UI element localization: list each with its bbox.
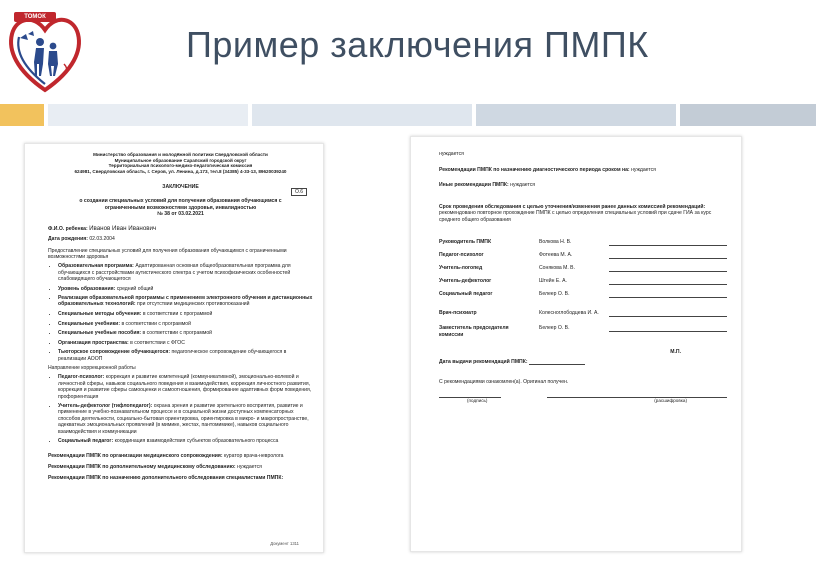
recommendation-line: Рекомендации ПМПК по назначению дополнительного обследования специалистами ПМПК:: [48, 475, 284, 482]
item-label: Реализация образовательной программы с применением электронного обучения и дистанционных образовательных технологий:: [58, 295, 313, 308]
doc-header-line: Министерство образования и молодёжной политики Свердловской области: [93, 152, 268, 157]
list-item: [58, 295, 313, 308]
doc-header-line: Муниципальное образование Сарапский городской округ: [114, 157, 247, 163]
stamp-place: М.П.: [670, 349, 681, 356]
signature-line: [609, 325, 727, 332]
correction-heading: Направление коррекционной работы: [48, 365, 136, 372]
list-item: [58, 330, 313, 336]
sig-name: Белеер О. В.: [539, 325, 570, 332]
item-text: охрана зрения и развитие зрительного восприятия, развитие и применение в учебно-познавательном процессе и в социальной жизни доступных компенсаторных способов деятельности, социально-бытовая ориентировка, ориентировка в микро- и макропространстве, адекватных эмоциональных проявлений (в мимике, жестах, пантомимике), навыков социального взаимодействия и коммуникации: [58, 403, 309, 435]
list-item: [58, 340, 313, 346]
signature-row: [439, 278, 727, 291]
band-segment: [680, 104, 816, 126]
item-label: Тьюторское сопровождение обучающегося:: [58, 349, 171, 356]
ack-text: С рекомендациями ознакомлен(а). Оригинал получен.: [439, 378, 569, 385]
sig-role: Учитель-логопед: [439, 265, 483, 272]
item-label: Учитель-дефектолог (тифлопедагог):: [58, 403, 153, 410]
doc-header-line: Территориальная психолого-медико-педагогическая комиссия: [108, 163, 253, 168]
signature-line: [609, 310, 727, 317]
list-item: [58, 263, 313, 282]
item-label: Уровень образования:: [58, 285, 116, 292]
item-text: координация взаимодействия субъектов образовательного процесса: [114, 438, 279, 445]
item-text: при отсутствии медицинских противопоказаний: [136, 301, 250, 308]
logo: [6, 4, 84, 100]
fio-value: Иванов Иван Иванович: [89, 225, 157, 233]
sig-name: Фотеева М. А.: [539, 252, 573, 259]
logo-label: ТОМОК: [14, 12, 56, 22]
band-segment: [476, 104, 676, 126]
footer-stamp: Документ 1311: [270, 540, 299, 546]
doc-header-line: 624981, Свердловская область, г. Серов, ул. Ленина, д.173, тел.8 (34385) 4-33-13, 89620039240: [74, 168, 287, 174]
correction-list: [48, 374, 313, 444]
doc-subject: о создании специальных условий для получения образования обучающимся с ограниченными возможностями здоровья, инвалидностью: [79, 198, 282, 211]
item-label: Педагог-психолог:: [58, 374, 105, 381]
signature-line: [609, 291, 727, 298]
decorative-band: [0, 104, 816, 126]
band-segment-accent: [0, 104, 44, 126]
item-label: Специальные учебники:: [58, 320, 121, 327]
list-item: [58, 403, 313, 435]
item-label: Социальный педагог:: [58, 438, 114, 445]
list-item: [58, 374, 313, 399]
sig-name: Штейн Е. А.: [539, 278, 567, 285]
sig-role: Врач-психиатр: [439, 310, 477, 317]
signature-line: [609, 252, 727, 259]
list-item: [58, 438, 313, 444]
decode-line: [547, 397, 727, 398]
band-segment: [48, 104, 248, 126]
birth-label: Дата рождения:: [48, 236, 88, 243]
signature-row: [439, 252, 727, 265]
intro-text: Предоставление специальных условий для получения образования обучающимся с ограниченными возможностями здоровья: [48, 247, 287, 260]
recommendation-line: Рекомендации ПМПК по организации медицинского сопровождения: куратор врача-невролога: [48, 452, 284, 459]
decode-caption: (расшифровка): [654, 398, 687, 404]
item-label: Специальные учебные пособия:: [58, 330, 142, 337]
sig-role: Заместитель председателя комиссии: [439, 325, 509, 338]
sig-name: Волкова Н. В.: [539, 239, 572, 246]
doc-number: № 38 от 03.02.2021: [157, 211, 204, 218]
band-segment: [252, 104, 472, 126]
sig-name: Белеер О. В.: [539, 291, 570, 298]
top-text: нуждается: [439, 151, 464, 157]
conditions-list: [48, 263, 313, 362]
sig-role: Учитель-дефектолог: [439, 278, 492, 285]
term-line: Срок проведения обследования с целью уточнения/изменения ранее данных комиссией рекомендаций: рекомендовано повторное прохождение ПМПК с целью определения специальных условий при сдаче ГИА за курс среднего общего образования: [439, 204, 712, 223]
item-text: педагогическое сопровождение обучающегося в реализации АООП: [58, 349, 287, 362]
item-text: Адаптированная основная общеобразовательная программа для обучающихся с расстройствами аутистического спектра с учетом психофизических особенностей слабовидящего обучающегося: [58, 263, 291, 282]
list-item: [58, 311, 313, 317]
item-label: Специальные методы обучения:: [58, 310, 142, 317]
sig-name: Сонякова М. В.: [539, 265, 575, 272]
signature-row: [439, 291, 727, 304]
sig-name: Колесноглободцева И. А.: [539, 310, 599, 317]
form-code: О.6: [291, 188, 307, 196]
slide-title: Пример заключения ПМПК: [186, 24, 649, 65]
sign-caption: (подпись): [467, 398, 488, 404]
item-text: в соответствии с ФГОС: [130, 339, 185, 346]
issue-date-line: Дата выдачи рекомендаций ПМПК:: [439, 359, 727, 365]
list-item: [58, 286, 313, 292]
document-page-right: [410, 136, 742, 552]
sig-role: Педагог-психолог: [439, 252, 484, 259]
birth-value: 02.03.2004: [89, 236, 115, 243]
fio-label: Ф.И.О. ребенка:: [48, 226, 88, 233]
other-line: Иные рекомендации ПМПК: нуждается: [439, 181, 536, 188]
item-text: в соответствии с программой: [142, 310, 213, 317]
list-item: [58, 321, 313, 327]
signature-line: [609, 239, 727, 246]
item-text: коррекция и развитие компетенций (коммуникативной), эмоционально-волевой и личностной сферы, навыков социального поведения и взаимодействия, коррекция личностного развития, коррекция и развитие сферы самооценки и самоотношения, формирование адаптивных форм поведения, профориентация: [58, 374, 312, 400]
signature-line: [609, 265, 727, 272]
signature-row: [439, 325, 727, 345]
diag-line: Рекомендации ПМПК по назначению диагностического периода сроком на: нуждается: [439, 167, 656, 174]
item-text: в соответствии с программой: [121, 320, 191, 327]
sig-role: Социальный педагог: [439, 291, 493, 298]
item-label: Образовательная программа:: [58, 263, 134, 270]
signature-row: [439, 239, 727, 252]
signature-row: [439, 265, 727, 278]
doc-title: ЗАКЛЮЧЕНИЕ: [162, 184, 199, 190]
document-page-left: [24, 143, 324, 553]
item-label: Организация пространства:: [58, 339, 129, 346]
recommendation-line: Рекомендации ПМПК по дополнительному медицинскому обследованию: нуждается: [48, 463, 262, 470]
item-text: средний общий: [116, 285, 154, 292]
signature-line: [609, 278, 727, 285]
item-text: в соответствии с программой: [142, 330, 213, 337]
sig-role: Руководитель ПМПК: [439, 239, 492, 246]
list-item: [58, 349, 313, 362]
signature-row: [439, 310, 727, 323]
